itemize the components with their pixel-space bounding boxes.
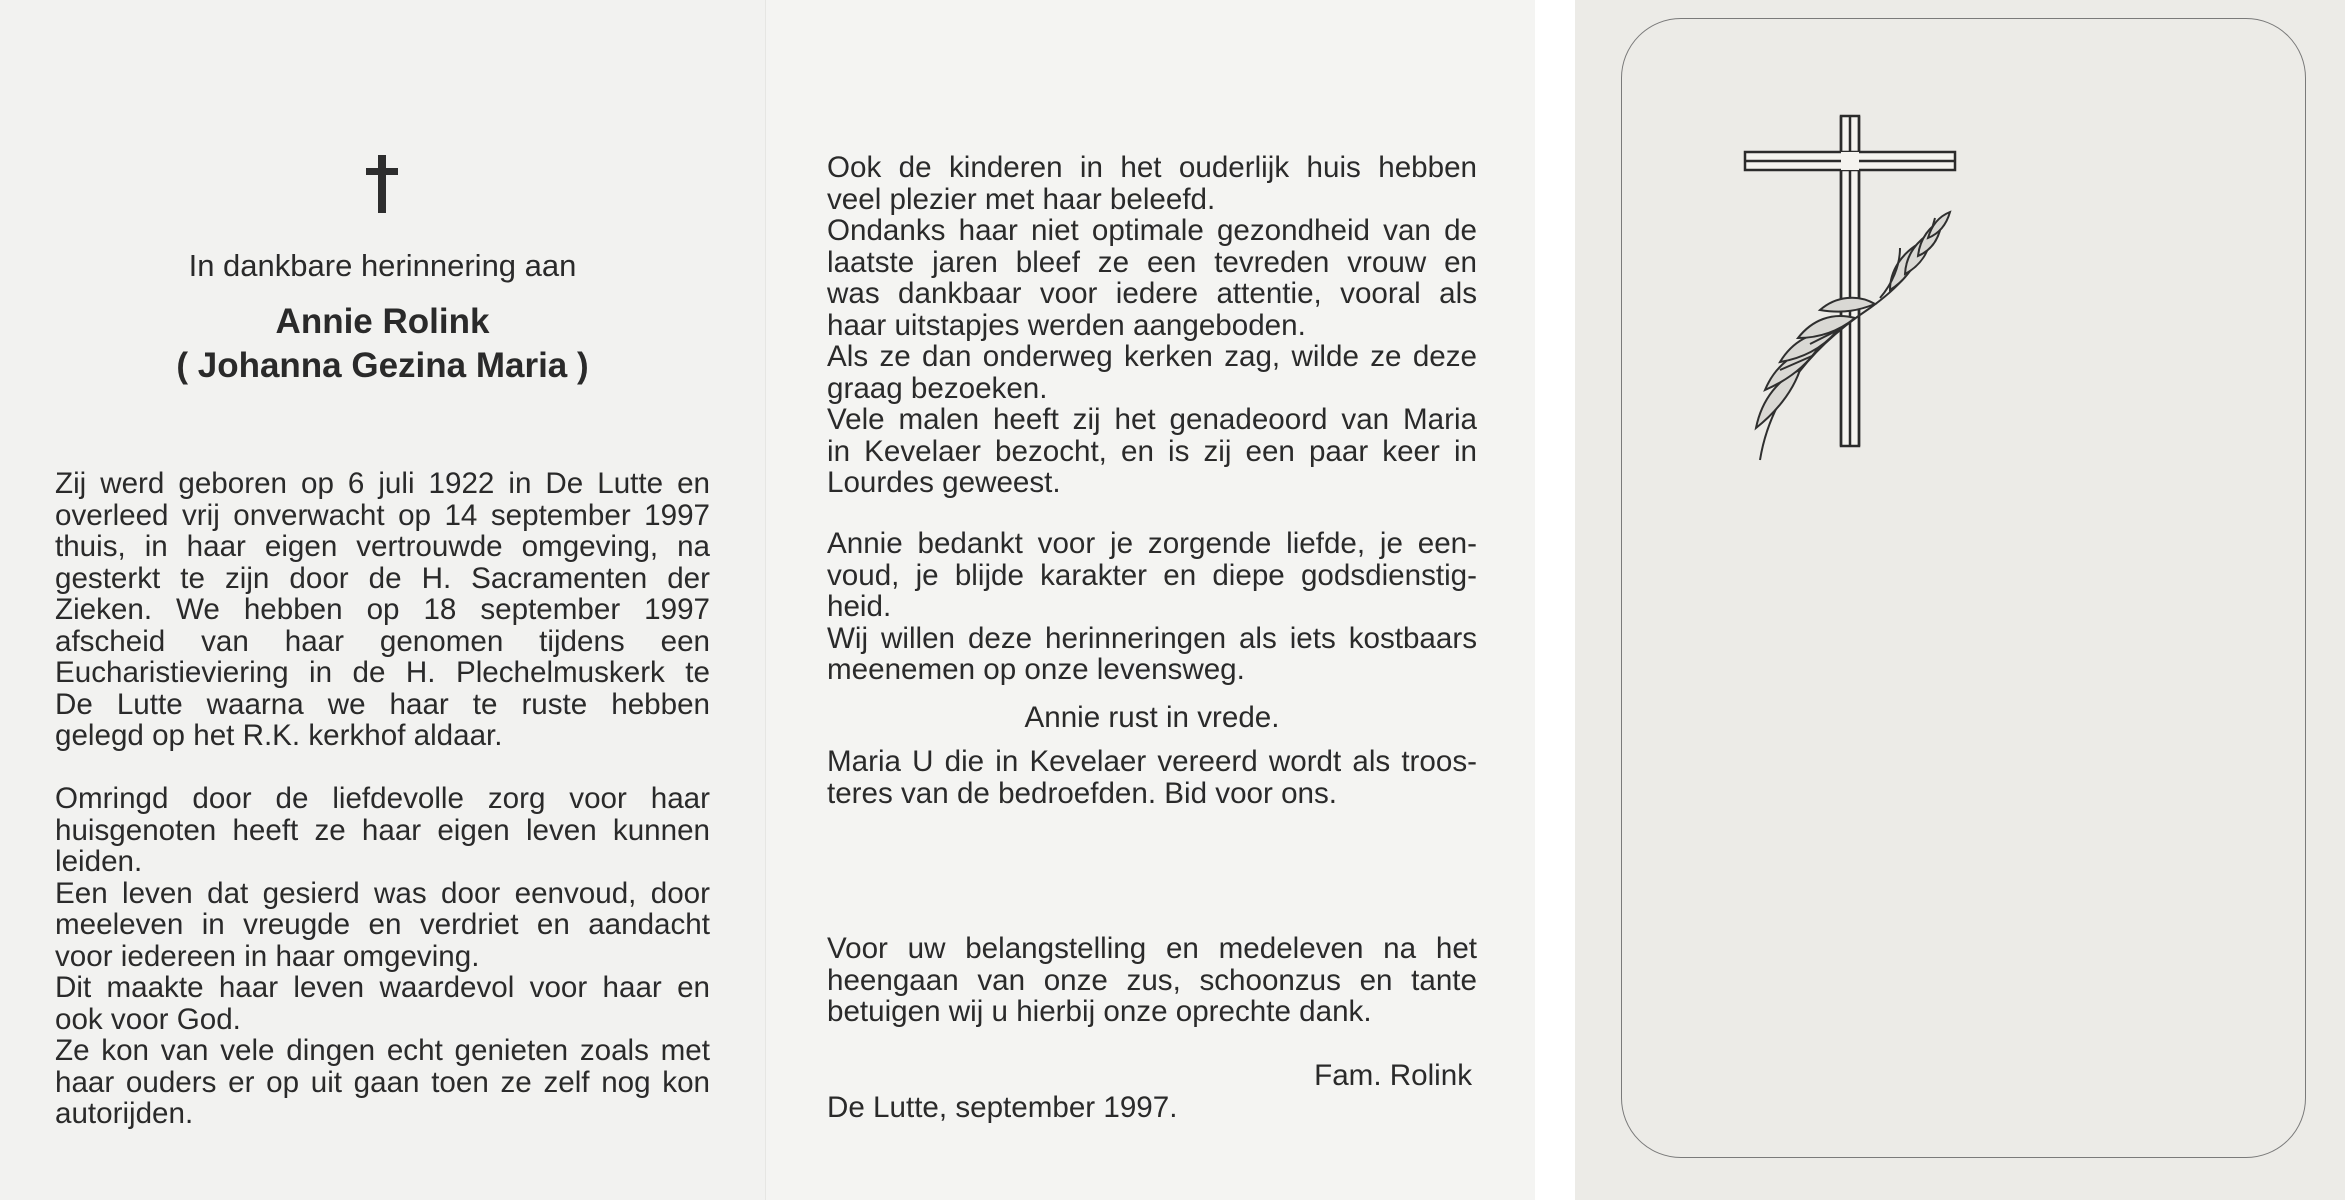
text-line: afscheid van haar genomen tijdens een xyxy=(55,624,710,658)
dedication-line: In dankbare herinnering aan xyxy=(188,248,577,283)
text-line: heid. xyxy=(827,590,892,623)
text-line: Omringd door de liefdevolle zorg voor haar xyxy=(55,782,710,815)
text-line: gesterkt te zijn door de H. Sacramenten der xyxy=(55,561,710,595)
text-line: teres van de bedroefden. Bid voor ons. xyxy=(827,776,1338,810)
text-line: voor iedereen in haar omgeving. xyxy=(55,939,480,973)
rest-in-peace-line: Annie rust in vrede. xyxy=(1024,701,1280,734)
text-line: autorijden. xyxy=(55,1097,194,1130)
text-line: Wij willen deze herinneringen als iets kostbaars xyxy=(827,621,1477,655)
memories-paragraph xyxy=(827,152,1477,499)
text-line: gelegd op het R.K. kerkhof aldaar. xyxy=(55,719,503,752)
text-line: Maria U die in Kevelaer vereerd wordt als troos- xyxy=(827,745,1477,778)
cross-with-palm-branch-icon xyxy=(1740,108,1970,468)
text-line: Vele malen heeft zij het genadeoord van Maria xyxy=(827,403,1477,436)
text-line: Ondanks haar niet optimale gezondheid van de xyxy=(827,214,1477,247)
deceased-name: Annie Rolink xyxy=(275,302,490,341)
text-line: Eucharistieviering in de H. Plechelmuskerk te xyxy=(55,656,710,689)
latin-cross-icon xyxy=(362,155,402,213)
text-line: graag bezoeken. xyxy=(827,371,1048,405)
text-line: veel plezier met haar beleefd. xyxy=(827,182,1216,216)
card-inner-left-panel xyxy=(0,0,765,1200)
text-line: Ze kon van vele dingen echt genieten zoals met xyxy=(55,1034,710,1067)
biography-paragraph xyxy=(55,468,710,752)
text-line: haar uitstapjes werden aangeboden. xyxy=(827,308,1306,342)
text-line: meenemen op onze levensweg. xyxy=(827,653,1245,686)
text-line: haar ouders er op uit gaan toen ze zelf nog kon xyxy=(55,1065,710,1099)
text-line: laatste jaren bleef ze een tevreden vrouw en xyxy=(827,245,1477,279)
text-line: ook voor God. xyxy=(55,1002,241,1036)
text-line: in Kevelaer bezocht, en is zij een paar keer in xyxy=(827,434,1477,468)
text-line: Dit maakte haar leven waardevol voor haar en xyxy=(55,971,710,1004)
text-line: huisgenoten heeft ze haar eigen leven kunnen xyxy=(55,813,710,847)
text-line: thuis, in haar eigen vertrouwde omgeving, na xyxy=(55,530,710,563)
text-line: heengaan van onze zus, schoonzus en tante xyxy=(827,963,1477,997)
deceased-given-names: ( Johanna Gezina Maria ) xyxy=(176,346,589,385)
scan-gap xyxy=(1535,0,1575,1200)
text-line: betuigen wij u hierbij onze oprechte dank. xyxy=(827,995,1372,1028)
text-line: Annie bedankt voor je zorgende liefde, je een- xyxy=(827,527,1477,560)
prayer-paragraph xyxy=(827,746,1477,809)
text-line: Zij werd geboren op 6 juli 1922 in De Lutte en xyxy=(55,467,710,500)
text-line: Voor uw belangstelling en medeleven na het xyxy=(827,932,1477,965)
place-and-date: De Lutte, september 1997. xyxy=(827,1091,1178,1124)
text-line: Als ze dan onderweg kerken zag, wilde ze deze xyxy=(827,340,1477,373)
text-line: Zieken. We hebben op 18 september 1997 xyxy=(55,593,710,626)
life-paragraph xyxy=(55,783,710,1130)
text-line: was dankbaar voor iedere attentie, vooral als xyxy=(827,277,1477,310)
text-line: overleed vrij onverwacht op 14 september 1997 xyxy=(55,498,710,532)
family-signature: Fam. Rolink xyxy=(1314,1059,1472,1092)
text-line: Lourdes geweest. xyxy=(827,466,1061,499)
text-line: meeleven in vreugde en verdriet en aandacht xyxy=(55,908,710,941)
gratitude-paragraph xyxy=(827,528,1477,686)
text-line: Een leven dat gesierd was door eenvoud, door xyxy=(55,876,710,910)
text-line: De Lutte waarna we haar te ruste hebben xyxy=(55,687,710,721)
thanks-paragraph xyxy=(827,933,1477,1028)
text-line: Ook de kinderen in het ouderlijk huis hebben xyxy=(827,151,1477,184)
text-line: voud, je blijde karakter en diepe godsdienstig- xyxy=(827,558,1477,592)
text-line: leiden. xyxy=(55,845,143,878)
